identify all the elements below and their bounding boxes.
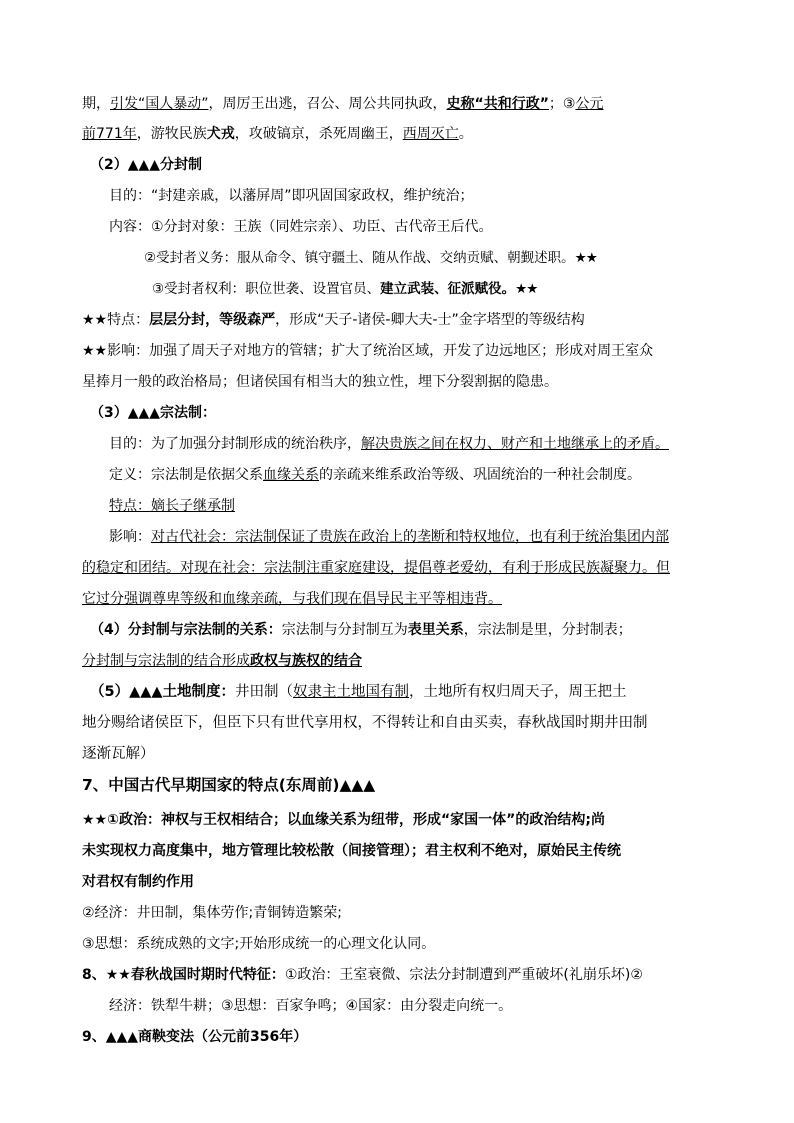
bold-text: 建立武装、征派赋役。 xyxy=(380,281,516,297)
text-span: ，土地所有权归周天子，周王把土 xyxy=(409,684,627,700)
text-line xyxy=(82,558,670,578)
underlined-text: 公元 xyxy=(575,96,604,112)
text-span: 逐渐瓦解） xyxy=(82,746,155,762)
text-span: ▲▲▲分封制 xyxy=(127,157,203,173)
text-line xyxy=(109,496,235,516)
text-span: 影响： xyxy=(109,529,151,545)
text-span: 目的：“封建亲戚，以藩屏周”即巩固国家政权，维护统治； xyxy=(109,188,474,204)
text-span: ；③ xyxy=(548,96,576,112)
bold-text: ▲▲▲土地制度： xyxy=(129,684,236,700)
text-line xyxy=(109,527,669,547)
text-span: 的稳定和团结。对现在社会：宗法制注重家庭建设，提倡尊老爱幼，有利于形成民族凝聚力。但 xyxy=(82,560,670,576)
text-span: ②受封者义务：服从命令、镇守疆土、随从作战、交纳贡赋、朝觐述职。 xyxy=(144,250,575,266)
text-line xyxy=(109,217,493,237)
underlined-text: 西周灭亡 xyxy=(402,126,459,142)
text-span: 它过分强调尊卑等级和血缘亲疏，与我们现在倡导民主平等相违背。 xyxy=(82,591,502,607)
text-span: 未实现权力高度集中，地方管理比较松散（间接管理）；君主权利不绝对，原始民主传统 xyxy=(82,843,621,859)
text-span: 井田制（ xyxy=(235,684,294,700)
text-line xyxy=(82,934,435,954)
text-span: ▲▲▲宗法制： xyxy=(127,405,217,421)
text-span: 宗法制与分封制互为 xyxy=(281,622,408,638)
bold-text: 表里关系 xyxy=(407,622,464,638)
text-span: 期， xyxy=(82,96,110,112)
text-line xyxy=(82,872,194,892)
text-line xyxy=(82,744,155,764)
text-span: 目的：为了加强分封制形成的统治秩序， xyxy=(109,436,361,452)
text-span: 星捧月一般的政治格局；但诸侯国有相当大的独立性，埋下分裂割据的隐患。 xyxy=(82,374,558,390)
underlined-text: 引发“国人暴动” xyxy=(110,96,209,112)
star-rating: ★★ xyxy=(515,281,538,297)
text-span: （2） xyxy=(90,157,128,173)
bold-text: ★★春秋战国时期时代特征： xyxy=(105,967,285,983)
text-span: ①政治：王室衰微、宗法分封制遭到严重破坏(礼崩乐坏)② xyxy=(284,967,643,983)
bold-text: 犬戎 xyxy=(206,126,235,142)
text-span: 地分赐给诸侯臣下，但臣下只有世代享用权，不得转让和自由买卖，春秋战国时期井田制 xyxy=(82,715,648,731)
underlined-text: 特点：嫡长子继承制 xyxy=(109,498,235,514)
underlined-text: 奴隶主土地国有制 xyxy=(293,684,410,700)
text-line xyxy=(90,682,627,702)
text-line xyxy=(82,713,648,733)
text-line xyxy=(152,279,537,299)
bold-text: （4）分封制与宗法制的关系： xyxy=(90,622,282,638)
text-line xyxy=(82,341,653,361)
text-span: 分封制与宗法制的结合形成 xyxy=(82,653,250,669)
text-span: 内容：①分封对象：王族（同姓宗亲）、功臣、古代帝王后代。 xyxy=(109,219,493,235)
text-span: ，形成“天子-诸侯-卿大夫-士”金字塔型的等级结构 xyxy=(275,312,585,328)
section-heading xyxy=(90,403,216,423)
text-span: ，周厉王出逃，召公、周公共同执政， xyxy=(208,96,447,112)
text-span: ★★影响：加强了周天子对地方的管辖；扩大了统治区域，开发了边远地区；形成对周王室众 xyxy=(82,343,654,359)
underlined-text: 前771年 xyxy=(82,126,137,142)
text-line xyxy=(82,589,502,609)
text-span: 经济：铁犁牛耕；③思想：百家争鸣；④国家：由分裂走向统一。 xyxy=(109,998,513,1014)
text-line xyxy=(82,310,585,330)
section-heading xyxy=(82,1027,307,1047)
bold-text: 政权与族权的结合 xyxy=(250,653,362,669)
text-span: ，攻破镐京，杀死周幽王， xyxy=(234,126,403,142)
text-span: 定义：宗法制是依据父系 xyxy=(109,467,263,483)
text-line xyxy=(82,841,621,861)
text-span: ，宗法制是里，分封制表； xyxy=(463,622,632,638)
text-span: ③受封者权利：职位世袭、设置官员、 xyxy=(152,281,381,297)
text-line xyxy=(82,94,603,114)
underlined-text: 对古代社会：宗法制保证了贵族在政治上的垄断和特权地位，也有利于统治集团内部 xyxy=(151,529,669,545)
bold-underlined-text: 史称“共和行政” xyxy=(446,96,549,112)
text-span: ②经济：井田制，集体劳作;青铜铸造繁荣; xyxy=(82,905,342,921)
text-span: 9、 xyxy=(82,1029,106,1045)
section-heading xyxy=(90,155,202,175)
text-span: （3） xyxy=(90,405,128,421)
text-span: 的亲疏来维系政治等级、巩固统治的一种社会制度。 xyxy=(319,467,641,483)
text-line xyxy=(82,124,473,144)
text-line xyxy=(109,186,474,206)
bold-text: 层层分封，等级森严 xyxy=(149,312,276,328)
text-span: 7、中国古代早期国家的特点(东周前)▲▲▲ xyxy=(82,776,376,794)
text-span: 对君权有制约作用 xyxy=(82,874,194,890)
text-line xyxy=(109,465,641,485)
text-span: ，游牧民族 xyxy=(136,126,207,142)
text-line xyxy=(82,372,558,392)
text-span: 。 xyxy=(458,126,473,142)
text-span: ▲▲▲商鞅变法（公元前356年） xyxy=(105,1029,308,1045)
bold-text: 8、 xyxy=(82,967,106,983)
text-line xyxy=(82,651,362,671)
text-line xyxy=(109,996,512,1016)
text-span: ③思想：系统成熟的文字;开始形成统一的心理文化认同。 xyxy=(82,936,436,952)
section-heading xyxy=(82,775,375,795)
text-line xyxy=(109,434,669,454)
text-line xyxy=(90,620,632,640)
text-line xyxy=(82,965,643,985)
text-span: ★★特点： xyxy=(82,312,150,328)
text-line xyxy=(144,248,597,268)
star-rating: ★★ xyxy=(574,250,597,266)
text-span: ★★①政治：神权与王权相结合；以血缘关系为纽带，形成“家国一体”的政治结构;尚 xyxy=(82,812,605,828)
text-line xyxy=(82,903,342,923)
underlined-text: 血缘关系 xyxy=(263,467,319,483)
text-line xyxy=(82,810,605,830)
underlined-text: 解决贵族之间在权力、财产和土地继承上的矛盾。 xyxy=(361,436,669,452)
bold-text: （5） xyxy=(90,684,130,700)
